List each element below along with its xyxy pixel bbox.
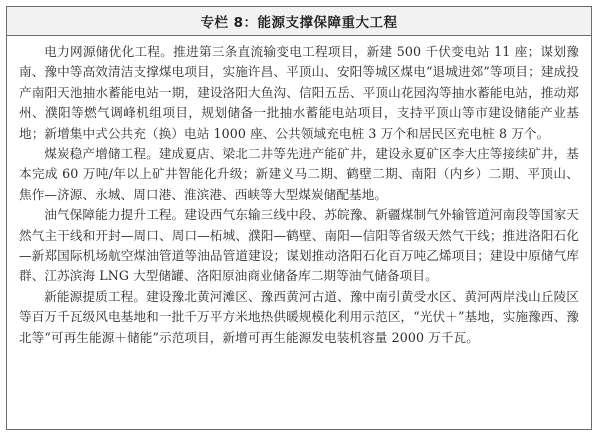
column-body — [7, 36, 591, 348]
column-box — [6, 6, 592, 430]
paragraph-new-energy: 新能源提质工程。建设豫北黄河滩区、豫西黄河古道、豫中南引黄受水区、黄河两岸浅山丘陵区等百万千瓦级风电基地和一批千万平方米地热供暖规模化利用示范区，“光伏＋”基地，实施豫西、豫北等“可再生能源＋储能”示范项目，新增可再生能源发电装机容量 2000 万千瓦。 — [19, 288, 579, 345]
column-title: 专栏 8：能源支撑保障重大工程 — [7, 7, 591, 36]
paragraph-oil-gas: 油气保障能力提升工程。建设西气东输三线中段、苏皖豫、新疆煤制气外输管道河南段等国家天然气主干线和开封—周口、周口—柘城、濮阳—鹤壁、南阳—信阳等省级天然气干线；推进洛阳石化—新郑国际机场航空煤油管道等油品管道建设；谋划推动洛阳石化百万吨乙烯项目；建设中原储气库群、江苏滨海 LNG 大型储罐、洛阳原油商业储备库二期等油气储备项目。 — [19, 207, 579, 284]
paragraph-coal: 煤炭稳产增储工程。建成夏店、梁北二井等先进产能矿井，建设永夏矿区李大庄等接续矿井，基本完成 60 万吨/年以上矿井智能化升级；新建义马二期、鹤壁二期、南阳（内乡）二期、平顶山、焦作—济源、永城、周口港、淮滨港、西峡等大型煤炭储配基地。 — [19, 146, 579, 202]
paragraph-power-grid: 电力网源储优化工程。推进第三条直流输变电工程项目，新建 500 千伏变电站 11 座；谋划豫南、豫中等高效清洁支撑煤电项目，实施许昌、平顶山、安阳等城区煤电“退城进郊”等项目；建成投产南阳天池抽水蓄能电站一期，建设洛阳大鱼沟、信阳五岳、平顶山花园沟等抽水蓄能电站，推动郑州、濮阳等燃气调峰机组项目，规划储备一批抽水蓄能电站项目，支持平顶山等市建设储能产业基地；新增集中式公共充（换）电站 1000 座、公共领域充电桩 3 万个和居民区充电桩 8 万个。 — [19, 44, 579, 141]
